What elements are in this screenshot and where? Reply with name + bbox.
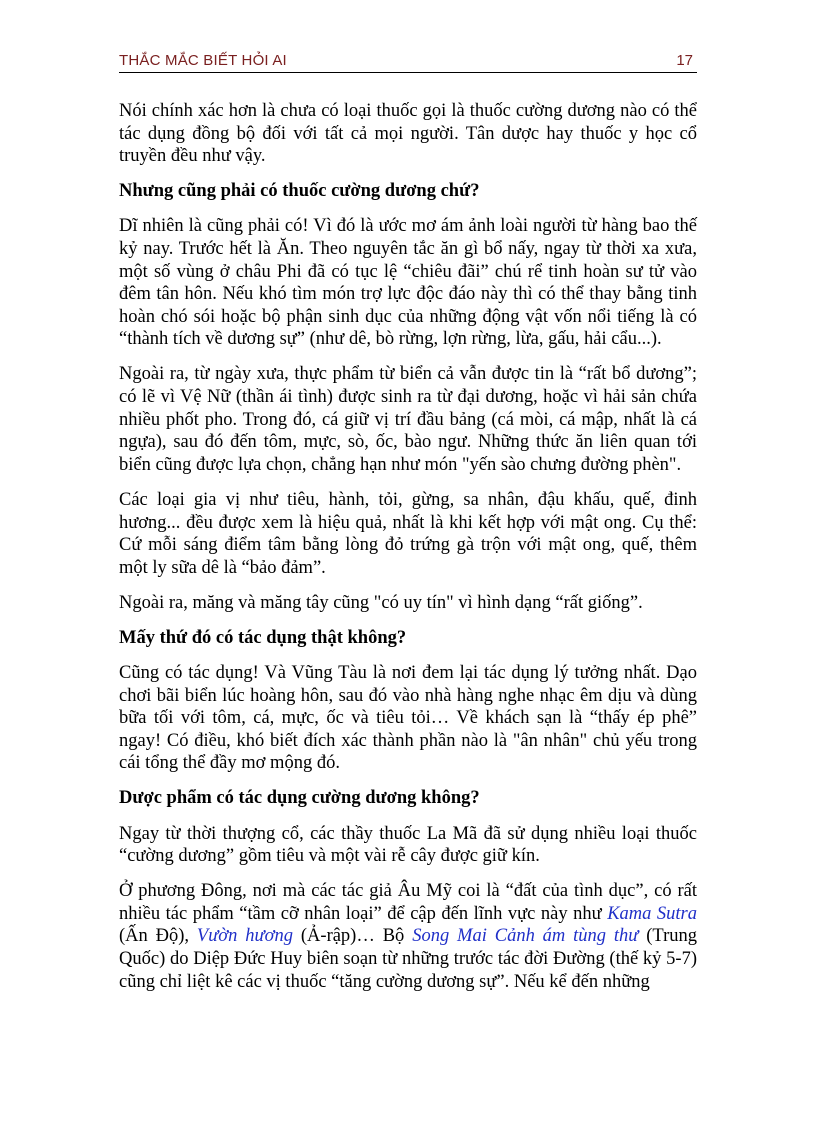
text-run: (Ấn Độ), <box>119 926 197 947</box>
paragraph <box>119 880 697 993</box>
paragraph: Dĩ nhiên là cũng phải có! Vì đó là ước mơ ám ảnh loài người từ hàng bao thế kỷ nay. Trước hết là Ăn. Theo nguyên tắc ăn gì bổ nấy, ngay từ thời xa xưa, một số vùng ở châu Phi đã có tục lệ “chiêu đãi” chú rể tinh hoàn sư tử vào đêm tân hôn. Nếu khó tìm món trợ lực độc đáo này thì có thể thay bằng tinh hoàn chó sói hoặc bộ phận sinh dục của những động vật vốn nổi tiếng là có “thành tích về dương sự” (như dê, bò rừng, lợn rừng, lừa, gấu, hải cẩu...). <box>119 216 697 350</box>
paragraph: Ngay từ thời thượng cổ, các thầy thuốc La Mã đã sử dụng nhiều loại thuốc “cường dương” gồm tiêu và một vài rễ cây được giữ kín. <box>119 823 697 867</box>
paragraph: Ngoài ra, măng và măng tây cũng "có uy tín" vì hình dạng “rất giống”. <box>119 592 643 613</box>
question-heading: Mấy thứ đó có tác dụng thật không? <box>119 627 407 648</box>
paragraph: Các loại gia vị như tiêu, hành, tỏi, gừng, sa nhân, đậu khấu, quế, đinh hương... đều được xem là hiệu quả, nhất là khi kết hợp với mật ong. Cụ thể: Cứ mỗi sáng điểm tâm bằng lòng đỏ trứng gà trộn với mật ong, quế, thêm một ly sữa dê là “bảo đảm”. <box>119 489 697 578</box>
paragraph: Cũng có tác dụng! Và Vũng Tàu là nơi đem lại tác dụng lý tưởng nhất. Dạo chơi bãi biển lúc hoàng hôn, sau đó vào nhà hàng nghe nhạc êm dịu và dùng bữa tối với tôm, cá, mực, ốc và tiêu tỏi… Về khách sạn là “thấy ép phê” ngay! Có điều, khó biết đích xác thành phần nào là "ân nhân" chủ yếu trong cái tổng thể đầy mơ mộng đó. <box>119 662 697 774</box>
question-heading: Nhưng cũng phải có thuốc cường dương chứ? <box>119 181 480 202</box>
page-number: 17 <box>676 52 693 69</box>
paragraph: Ngoài ra, từ ngày xưa, thực phẩm từ biển cả vẫn được tin là “rất bổ dương”; có lẽ vì Vệ Nữ (thần ái tình) được sinh ra từ đại dương, hoặc vì hải sản chứa nhiều phốt pho. Trong đó, cá giữ vị trí đầu bảng (cá mòi, cá mập, nhất là cá ngựa), sau đó đến tôm, mực, sò, ốc, bào ngư. Những thức ăn liên quan tới biển cũng được lựa chọn, chẳng hạn như món "yến sào chưng đường phèn". <box>119 364 697 475</box>
text-run: Ở phương Đông, nơi mà các tác giả Âu Mỹ coi là “đất của tình dục”, có rất nhiều tác phẩm “tầm cỡ nhân loại” để cập đến lĩnh vực này như <box>119 881 697 924</box>
question-heading: Dược phẩm có tác dụng cường dương không? <box>119 788 480 809</box>
text-run: (Ả-rập)… Bộ <box>293 926 413 947</box>
book-title-vuon-huong: Vườn hương <box>196 926 294 947</box>
running-header <box>119 52 697 73</box>
book-title: THẮC MẮC BIẾT HỎI AI <box>119 52 287 69</box>
paragraph: Nói chính xác hơn là chưa có loại thuốc gọi là thuốc cường dương nào có thể tác dụng đồng bộ đối với tất cả mọi người. Tân dược hay thuốc y học cổ truyền đều như vậy. <box>119 101 697 167</box>
text-run: (Trung Quốc) do Diệp Đức Huy biên soạn từ những trước tác đời Đường (thế kỷ 5-7) cũng chỉ liệt kê các vị thuốc “tăng cường dương sự”. Nếu kể đến những <box>119 926 697 992</box>
book-title-kama-sutra: Kama Sutra <box>607 903 697 924</box>
book-title-song-mai: Song Mai Cảnh ám tùng thư <box>412 926 639 947</box>
page-body <box>119 100 697 1006</box>
